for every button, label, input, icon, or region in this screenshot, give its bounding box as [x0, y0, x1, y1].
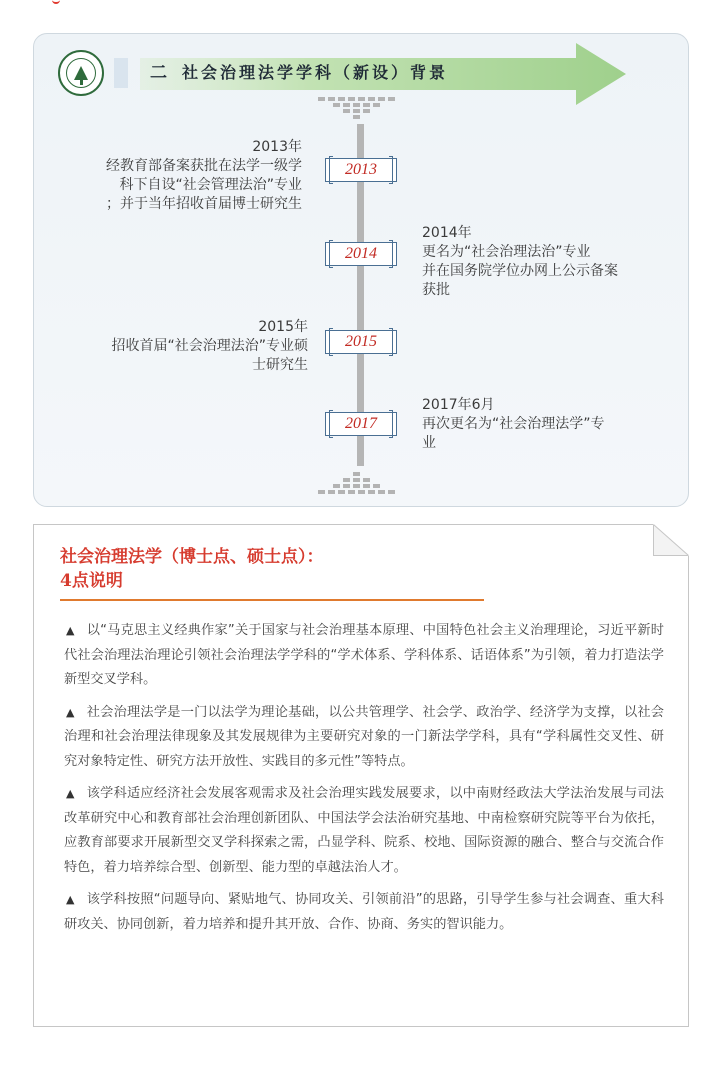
description-title — [60, 545, 500, 593]
description-paragraph-4 — [64, 888, 664, 937]
top-red-mark — [52, 0, 60, 4]
triangle-bullet-icon: ▲ — [66, 893, 75, 906]
year-badge-2017: 2017 — [325, 412, 397, 436]
description-card — [33, 524, 689, 1027]
timeline-event-2013 — [64, 138, 302, 214]
event-date: 2014年 — [422, 225, 472, 241]
triangle-bullet-icon: ▲ — [66, 624, 75, 637]
event-line: 更名为“社会治理法治”专业 — [422, 244, 591, 260]
triangle-bullet-icon: ▲ — [66, 787, 75, 800]
description-paragraph-1 — [64, 619, 664, 693]
event-line: ；并于当年招收首届博士研究生 — [106, 196, 302, 212]
year-badge-2015: 2015 — [325, 330, 397, 354]
event-line: 招收首届“社会治理法治”专业硕 — [111, 338, 308, 354]
section-title — [150, 58, 448, 88]
description-paragraph-3 — [64, 782, 664, 880]
title-underline — [60, 599, 484, 601]
event-line: 并在国务院学位办网上公示备案 — [422, 263, 618, 279]
section-number: 二 — [150, 63, 170, 83]
description-paragraphs — [64, 619, 664, 945]
university-seal-icon — [58, 50, 104, 96]
triangle-bullet-icon: ▲ — [66, 705, 75, 719]
event-line: 再次更名为“社会治理法学”专 — [422, 416, 605, 432]
timeline-event-2015 — [54, 318, 308, 375]
paragraph-text: 该学科适应经济社会发展客观需求及社会治理实践发展要求，以中南财经政法大学法治发展与司法改革研究中心和教育部社会治理创新团队、中国法学会法治研究基地、中南检察研究院等平台为依托，应教育部要求开展新型交叉学科探索之需，凸显学科、院系、校地、国际资源的融合、整合与交流合作特色，着力培养综合型、创新型、能力型的卓越法治人才。 — [64, 786, 664, 875]
event-date: 2013年 — [252, 139, 302, 155]
timeline-card — [33, 33, 689, 507]
event-date: 2015年 — [258, 319, 308, 335]
paragraph-text: 社会治理法学是一门以法学为理论基础，以公共管理学、社会学、政治学、经济学为支撑，以社会治理和社会治理法律现象及其发展规律为主要研究对象的一门新法学学科，具有“学科属性交叉性、研究对象特定性、研究方法开放性、实践目的多元性”等特点。 — [64, 704, 664, 769]
event-line: 科下自设“社会管理法治”专业 — [119, 177, 302, 193]
event-line: 业 — [422, 435, 436, 451]
description-title-line1: 社会治理法学（博士点、硕士点）： — [60, 547, 324, 567]
timeline-bottom-cap — [318, 472, 395, 496]
event-line: 士研究生 — [252, 357, 308, 373]
timeline-event-2014 — [422, 224, 672, 300]
event-line: 获批 — [422, 282, 450, 298]
folded-corner-icon — [653, 524, 689, 556]
timeline-event-2017 — [422, 396, 672, 453]
year-badge-2013: 2013 — [325, 158, 397, 182]
timeline-top-cap — [318, 97, 395, 121]
section-title-text: 社会治理法学学科（新设）背景 — [182, 63, 449, 82]
event-date: 2017年6月 — [422, 397, 495, 413]
description-paragraph-2 — [64, 701, 664, 775]
event-line: 经教育部备案获批在法学一级学 — [106, 158, 302, 174]
paragraph-text: 该学科按照“问题导向、紧贴地气、协同攻关、引领前沿”的思路，引导学生参与社会调查、重大科研攻关、协同创新，着力培养和提升其开放、合作、协商、务实的智识能力。 — [64, 892, 664, 932]
description-title-line2: 4点说明 — [60, 571, 123, 591]
year-badge-2014: 2014 — [325, 242, 397, 266]
paragraph-text: 以“马克思主义经典作家”关于国家与社会治理基本原理、中国特色社会主义治理理论，习近平新时代社会治理法治理论引领社会治理法学学科的“学术体系、学科体系、话语体系”为引领，着力打造法学新型交叉学科。 — [64, 623, 664, 687]
header-decor-block — [114, 58, 128, 88]
